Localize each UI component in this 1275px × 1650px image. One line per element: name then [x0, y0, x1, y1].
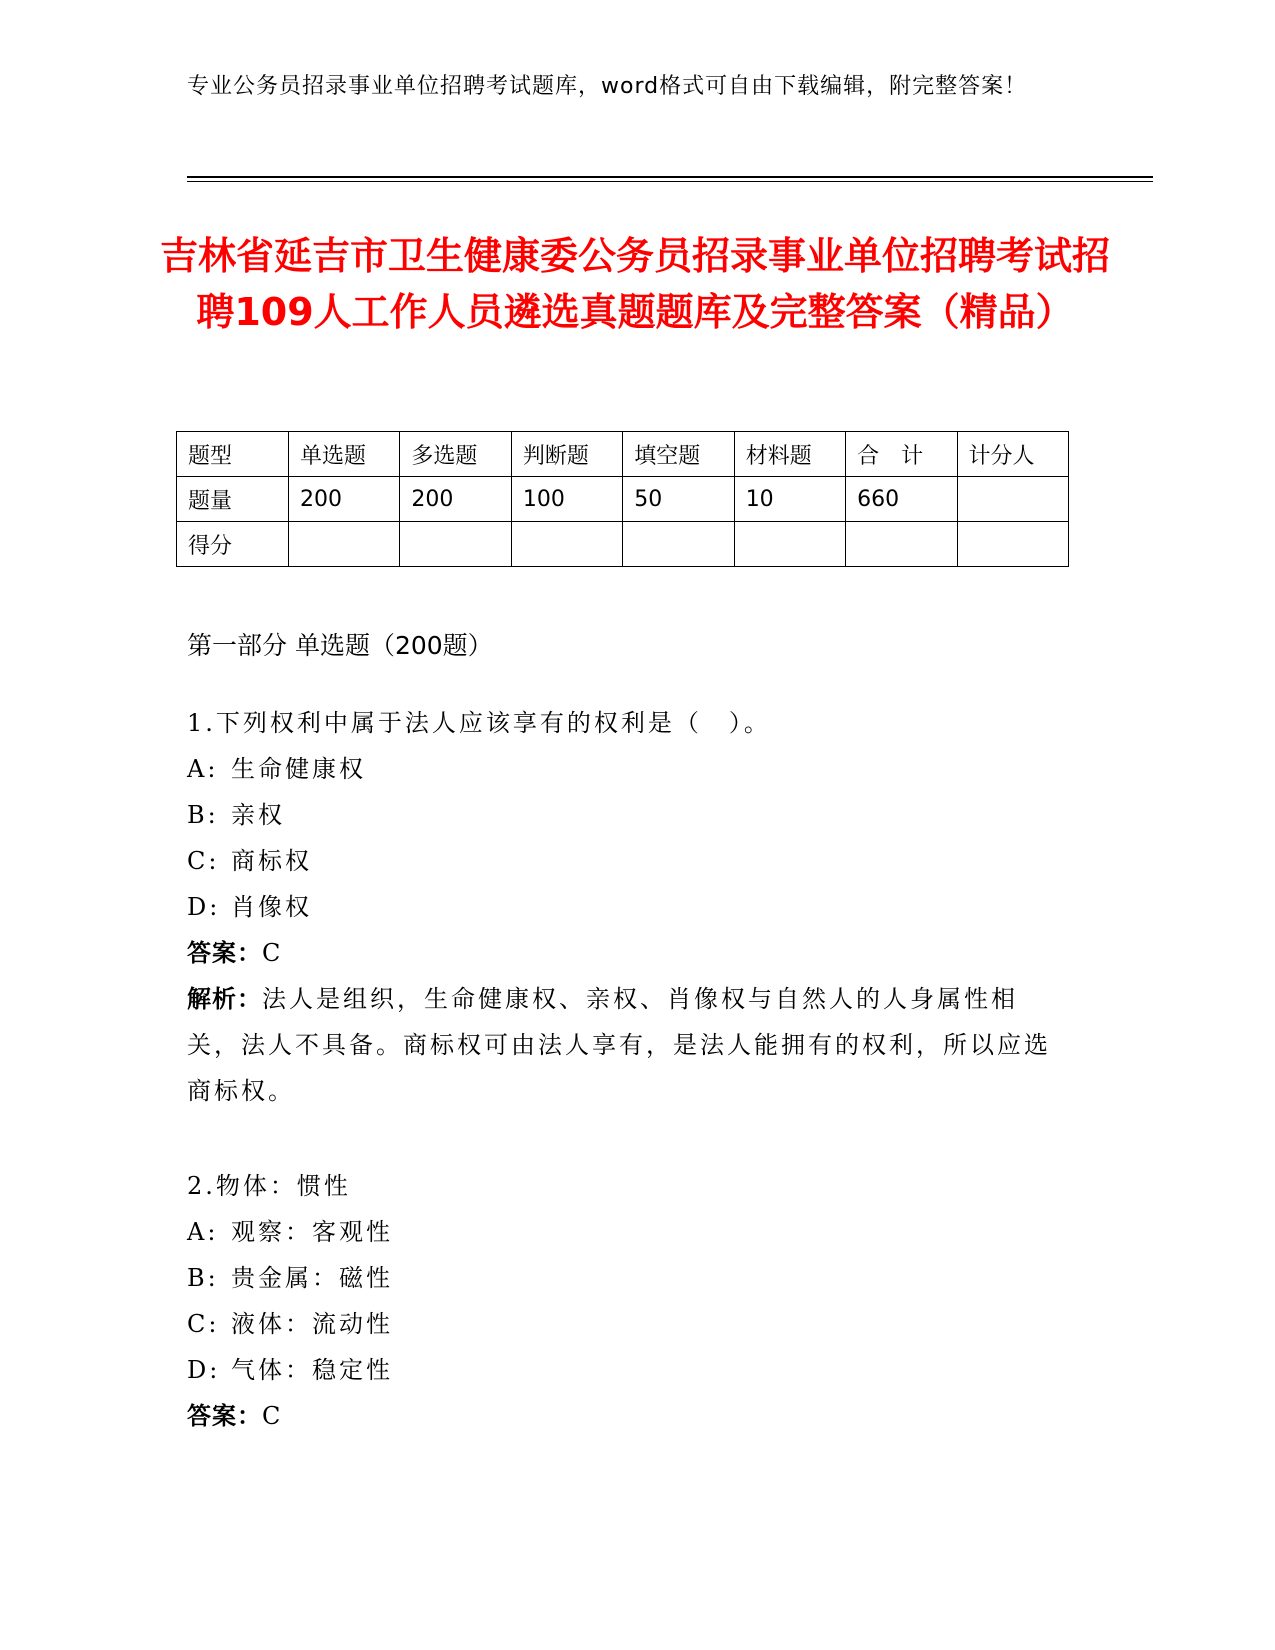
header-divider-thin: [187, 181, 1153, 182]
table-header-row: [177, 432, 1069, 477]
answer-value: C: [262, 1402, 284, 1430]
answer-line: [187, 1393, 1067, 1439]
option-text: 肖像权: [231, 893, 312, 921]
table-cell: [511, 522, 622, 567]
table-header-cell: 判断题: [511, 432, 622, 477]
table-cell: [289, 522, 400, 567]
answer-label: 答案：: [187, 939, 262, 967]
option-text: 气体：稳定性: [231, 1356, 393, 1384]
table-cell: [846, 522, 957, 567]
answer-line: [187, 930, 1067, 976]
table-cell: [400, 522, 511, 567]
table-header-cell: 多选题: [400, 432, 511, 477]
option-b: [187, 792, 1067, 838]
table-cell: 题量: [177, 477, 289, 522]
table-cell: [957, 522, 1068, 567]
table-header-cell: 填空题: [623, 432, 734, 477]
option-text: 液体：流动性: [231, 1310, 393, 1338]
table-row: [177, 477, 1069, 522]
analysis-text: 法人是组织，生命健康权、亲权、肖像权与自然人的人身属性相关，法人不具备。商标权可由法人享有，是法人能拥有的权利，所以应选商标权。: [187, 985, 1051, 1105]
option-letter: A:: [187, 755, 219, 783]
option-letter: B:: [187, 801, 219, 829]
question-2: [187, 1163, 1067, 1439]
table-header-cell: 合 计: [846, 432, 957, 477]
option-text: 观察：客观性: [231, 1218, 393, 1246]
section-title: 第一部分 单选题（200题）: [187, 631, 493, 660]
option-letter: C:: [187, 1310, 220, 1338]
table-header-cell: 材料题: [734, 432, 845, 477]
table-cell: 50: [623, 477, 734, 522]
question-stem: 1.下列权利中属于法人应该享有的权利是（ ）。: [187, 709, 771, 737]
question-1: [187, 700, 1067, 1114]
option-letter: C:: [187, 847, 220, 875]
option-letter: A:: [187, 1218, 219, 1246]
header-note: 专业公务员招录事业单位招聘考试题库，word格式可自由下载编辑，附完整答案！: [187, 74, 1028, 99]
option-letter: B:: [187, 1264, 219, 1292]
table-header-cell: 计分人: [957, 432, 1068, 477]
table-cell: [623, 522, 734, 567]
table-header-cell: 题型: [177, 432, 289, 477]
option-text: 商标权: [231, 847, 312, 875]
table-cell: 10: [734, 477, 845, 522]
option-text: 生命健康权: [231, 755, 366, 783]
option-d: [187, 1347, 1067, 1393]
table-cell: 200: [400, 477, 511, 522]
table-cell: 得分: [177, 522, 289, 567]
header-divider: [187, 176, 1153, 178]
score-summary-table: [176, 431, 1069, 567]
table-cell: 660: [846, 477, 957, 522]
analysis-label: 解析：: [187, 985, 262, 1013]
option-c: [187, 838, 1067, 884]
table-cell: 200: [289, 477, 400, 522]
table-header-cell: 单选题: [289, 432, 400, 477]
analysis-block: [187, 976, 1067, 1114]
option-c: [187, 1301, 1067, 1347]
option-letter: D:: [187, 1356, 221, 1384]
option-text: 亲权: [231, 801, 285, 829]
answer-value: C: [262, 939, 284, 967]
option-a: [187, 746, 1067, 792]
table-cell: [957, 477, 1068, 522]
table-cell: [734, 522, 845, 567]
answer-label: 答案：: [187, 1402, 262, 1430]
table-row: [177, 522, 1069, 567]
option-a: [187, 1209, 1067, 1255]
option-d: [187, 884, 1067, 930]
option-text: 贵金属：磁性: [231, 1264, 393, 1292]
option-letter: D:: [187, 893, 221, 921]
document-title: 吉林省延吉市卫生健康委公务员招录事业单位招聘考试招聘109人工作人员遴选真题题库及完整答案（精品）: [160, 234, 1111, 334]
question-stem: 2.物体：惯性: [187, 1172, 351, 1200]
option-b: [187, 1255, 1067, 1301]
table-cell: 100: [511, 477, 622, 522]
